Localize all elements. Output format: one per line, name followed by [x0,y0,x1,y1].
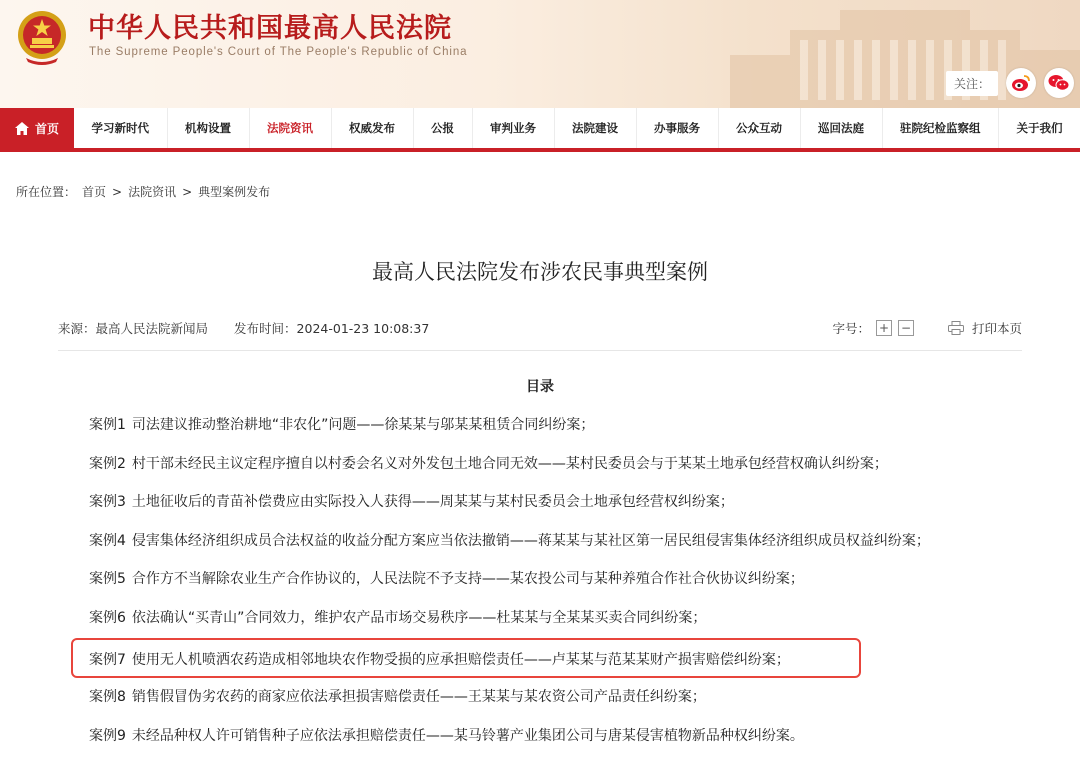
print-button[interactable] [948,319,1022,337]
follow-label: 关注： [946,71,998,96]
case-text: 使用无人机喷洒农药造成相邻地块农作物受损的应承担赔偿责任——卢某某与范某某财产损害赔偿纠纷案； [131,652,790,668]
nav-item-services[interactable]: 办事服务 [637,108,719,148]
nav-item-interaction[interactable]: 公众互动 [719,108,801,148]
case-number: 案例4 [89,533,126,549]
site-subtitle: The Supreme People's Court of The People's Republic of China [89,46,468,58]
article-title: 最高人民法院发布涉农民事典型案例 [372,260,708,284]
nav-item-releases[interactable]: 权威发布 [332,108,414,148]
case-number: 案例2 [89,456,126,472]
print-label: 打印本页 [971,321,1022,336]
source-value: 最高人民法院新闻局 [95,321,209,336]
case-item [89,606,706,630]
case-number: 案例8 [89,689,126,705]
case-number: 案例9 [89,728,126,744]
site-title[interactable]: 中华人民共和国最高人民法院 [88,13,452,44]
breadcrumb [16,183,270,200]
printer-icon [948,321,964,335]
case-text: 侵害集体经济组织成员合法权益的收益分配方案应当依法撤销——蒋某某与某社区第一居民组侵害集体经济组织成员权益纠纷案； [131,533,930,549]
article-meta [58,318,1022,338]
font-increase-button[interactable]: + [876,320,892,336]
article-source [58,319,208,337]
breadcrumb-label: 所在位置： [16,185,77,199]
nav-home[interactable] [0,108,74,148]
case-item [89,685,706,709]
nav-item-court-news[interactable]: 法院资讯 [250,108,332,148]
breadcrumb-court-news[interactable]: 法院资讯 [128,185,177,199]
case-item [89,724,804,748]
case-text: 司法建议推动整治耕地“非农化”问题——徐某某与邬某某租赁合同纠纷案； [131,417,595,433]
case-highlight-box [71,638,861,678]
font-size-label: 字号： [832,321,870,336]
follow-bar [946,68,1080,98]
case-text: 销售假冒伪劣农药的商家应依法承担损害赔偿责任——王某某与某农资公司产品责任纠纷案； [131,689,706,705]
breadcrumb-separator: > [182,184,193,199]
nav-item-organization[interactable]: 机构设置 [168,108,250,148]
breadcrumb-home[interactable]: 首页 [82,185,107,199]
case-number: 案例3 [89,494,126,510]
case-number: 案例6 [89,610,126,626]
breadcrumb-separator: > [112,184,123,199]
case-text: 土地征收后的青苗补偿费应由实际投入人获得——周某某与某村民委员会土地承包经营权纠纷案； [131,494,734,510]
case-item [89,529,930,553]
nav-item-circuit-court[interactable]: 巡回法庭 [801,108,883,148]
nav-item-supervision[interactable]: 驻院纪检监察组 [883,108,1000,148]
case-number: 案例1 [89,417,126,433]
case-item [89,490,734,514]
weibo-icon[interactable] [1006,68,1036,98]
case-item [89,413,594,437]
time-value: 2024-01-23 10:08:37 [296,321,430,336]
font-decrease-button[interactable]: − [898,320,914,336]
nav-item-gazette[interactable]: 公报 [414,108,473,148]
nav-item-study[interactable]: 学习新时代 [74,108,168,148]
case-text: 未经品种权人许可销售种子应依法承担赔偿责任——某马铃薯产业集团公司与唐某侵害植物新品种权纠纷案。 [131,728,804,744]
national-emblem-icon [14,8,70,66]
nav-item-trial[interactable]: 审判业务 [473,108,555,148]
main-nav [0,108,1080,152]
time-label: 发布时间： [234,321,297,336]
case-text: 村干部未经民主议定程序擅自以村委会名义对外发包土地合同无效——某村民委员会与于某某土地承包经营权确认纠纷案； [131,456,888,472]
font-size-controls [832,319,914,337]
nav-home-label: 首页 [34,121,59,136]
nav-item-court-building[interactable]: 法院建设 [555,108,637,148]
case-text: 合作方不当解除农业生产合作协议的，人民法院不予支持——某农投公司与某种养殖合作社合伙协议纠纷案； [131,571,804,587]
source-label: 来源： [58,321,96,336]
case-number: 案例5 [89,571,126,587]
case-item [89,567,804,591]
site-header [0,0,1080,108]
wechat-icon[interactable] [1044,68,1074,98]
case-text: 依法确认“买青山”合同效力，维护农产品市场交易秩序——杜某某与全某某买卖合同纠纷案； [131,610,707,626]
breadcrumb-typical-cases[interactable]: 典型案例发布 [198,185,271,199]
case-item [89,452,888,476]
toc-heading: 目录 [526,379,554,395]
nav-item-about[interactable]: 关于我们 [1016,121,1063,135]
home-icon [15,122,29,135]
meta-divider [58,350,1022,351]
article-time [234,319,429,337]
case-number: 案例7 [89,652,126,668]
